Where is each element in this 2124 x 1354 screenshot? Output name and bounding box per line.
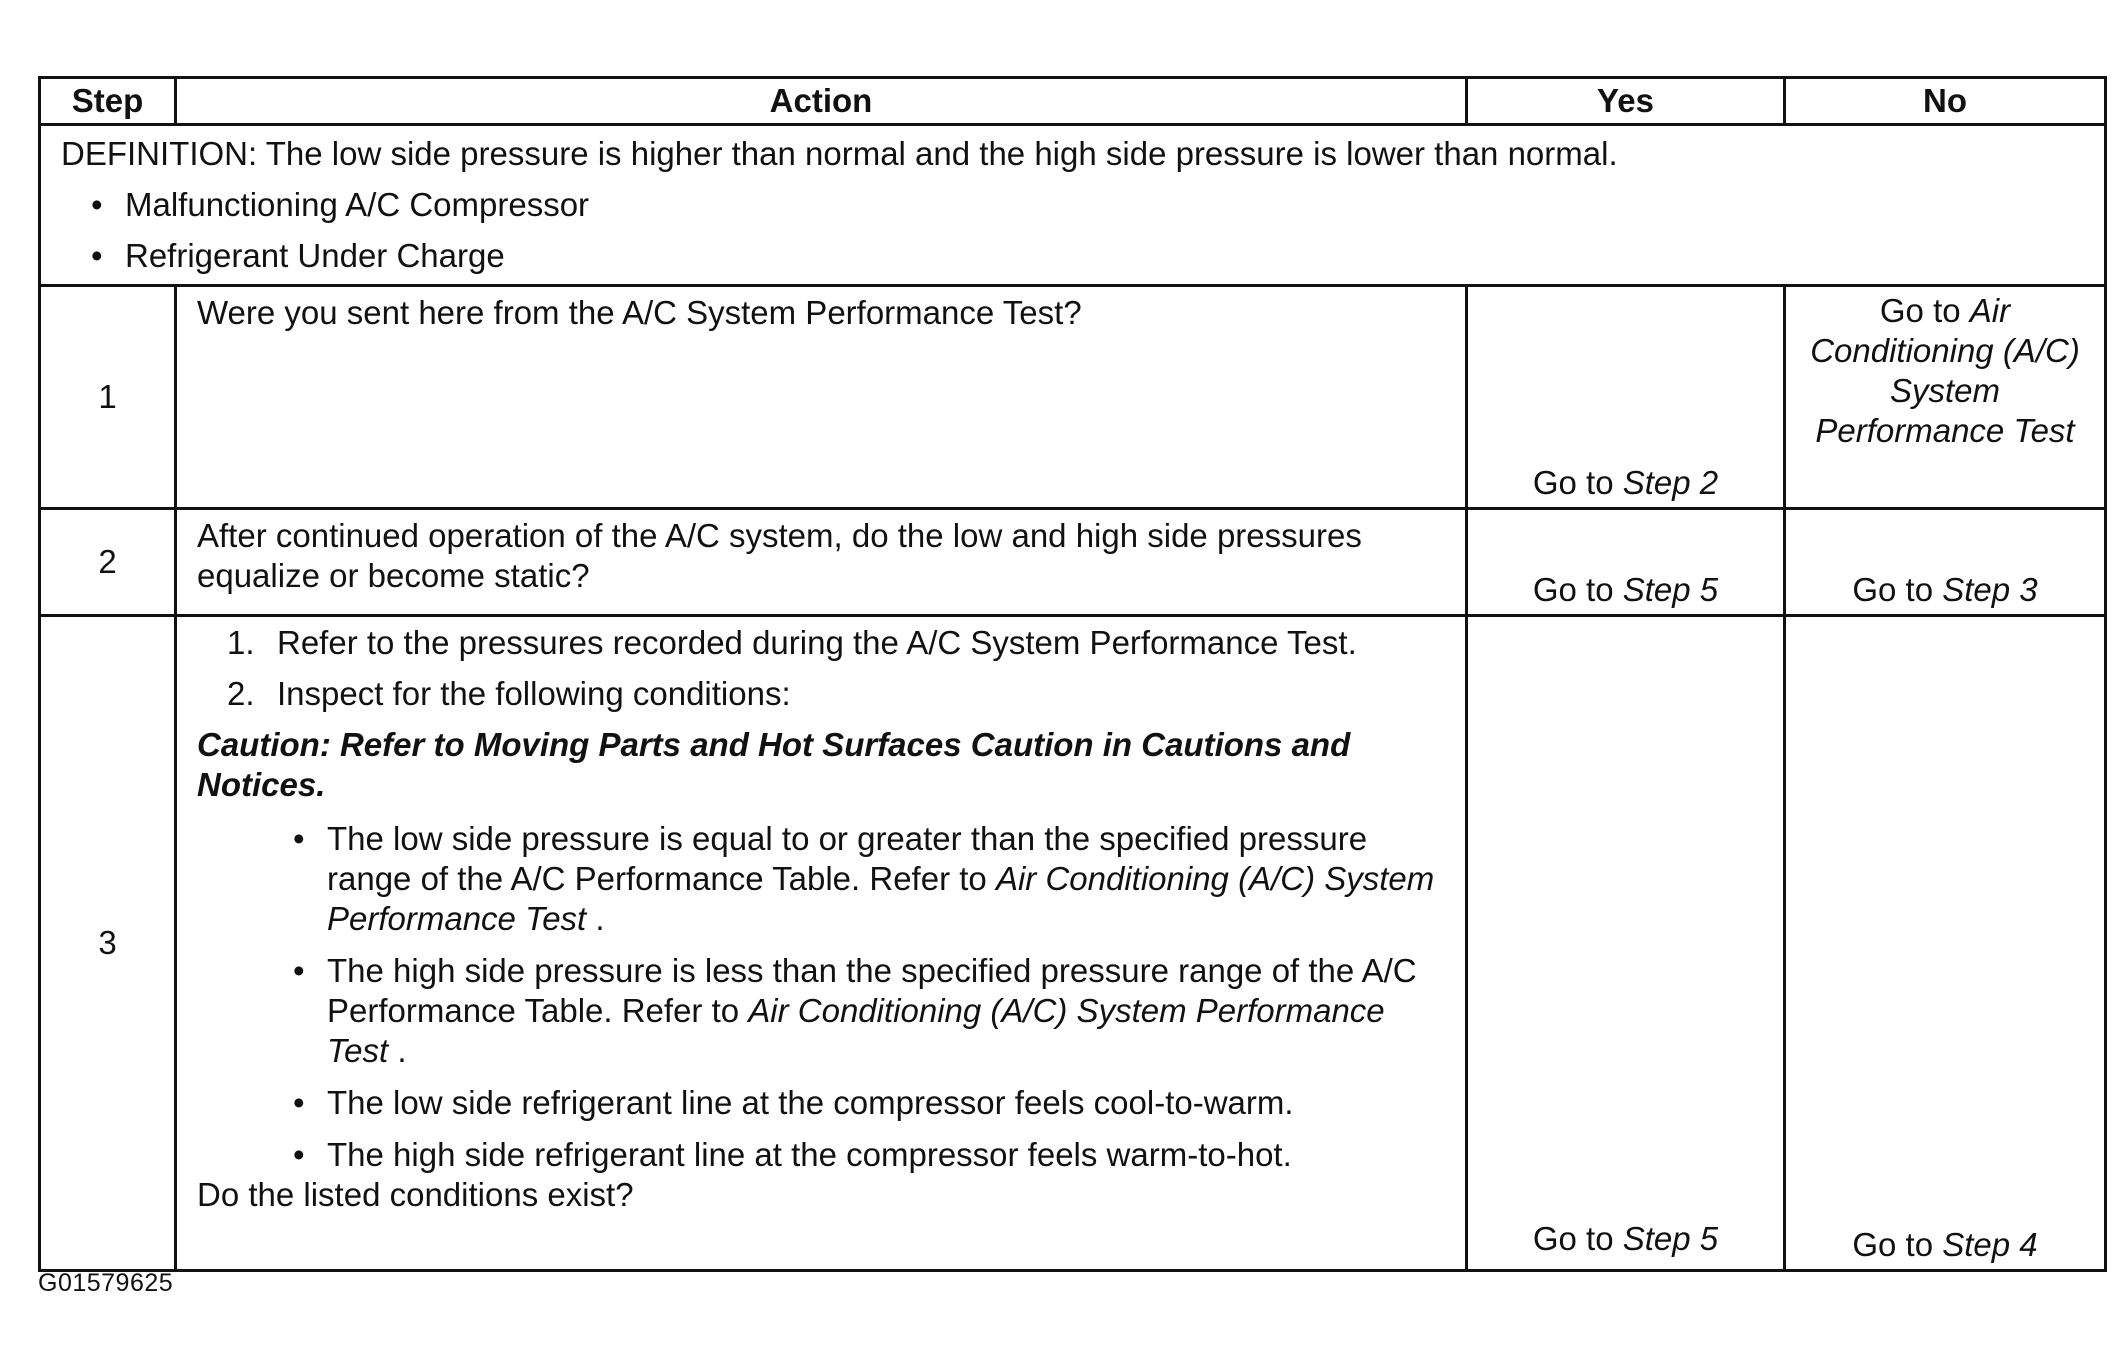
no-result [1785, 616, 2106, 1271]
yes-step-link[interactable]: Step 2 [1622, 464, 1719, 501]
step-number: 1 [40, 286, 176, 509]
yes-result [1467, 509, 1785, 616]
no-prefix: Go to [1852, 1226, 1943, 1263]
yes-result [1467, 286, 1785, 509]
item-text: Inspect for the following conditions: [277, 675, 791, 712]
diagnostic-table [38, 76, 2107, 1272]
diagnostic-table-container [38, 76, 2104, 1272]
caution-text: Caution: Refer to Moving Parts and Hot Surfaces Caution in Cautions and Notices. [197, 726, 1351, 803]
condition-text: The low side pressure is equal to or greater than the specified pressure range of the A/C Performance Table. Refer to Air Conditioning (A/C) System Performance Test . [327, 820, 1435, 937]
item-number: 2. [227, 675, 255, 712]
item-number: 1. [227, 624, 255, 661]
yes-result [1467, 616, 1785, 1271]
condition-text: The low side refrigerant line at the compressor feels cool-to-warm. [327, 1084, 1294, 1121]
no-step-link[interactable]: Air Conditioning (A/C) System Performance Test [1810, 292, 2080, 449]
no-prefix: Go to [1879, 292, 1970, 329]
definition-bullet [91, 236, 2084, 276]
no-result [1785, 509, 2106, 616]
bullet-icon: • [293, 1136, 305, 1173]
step-number: 3 [40, 616, 176, 1271]
table-row-step-1 [40, 286, 2106, 509]
item-text: Refer to the pressures recorded during the A/C System Performance Test. [277, 624, 1357, 661]
condition-item [293, 1135, 1445, 1175]
definition-text: DEFINITION: The low side pressure is higher than normal and the high side pressure is lower than normal. [61, 135, 1618, 172]
definition-bullet-text: Refrigerant Under Charge [125, 237, 505, 274]
yes-step-link[interactable]: Step 5 [1622, 1220, 1719, 1257]
definition-row [40, 125, 2106, 286]
step-question: Do the listed conditions exist? [197, 1176, 634, 1213]
condition-link[interactable]: Air Conditioning (A/C) System Performance Test [327, 860, 1435, 937]
no-step-link[interactable]: Step 4 [1942, 1226, 2038, 1263]
yes-prefix: Go to [1532, 464, 1623, 501]
yes-prefix: Go to [1532, 571, 1623, 608]
bullet-icon: • [293, 1084, 305, 1121]
bullet-icon: • [91, 237, 103, 274]
bullet-icon: • [293, 820, 305, 857]
no-step-link[interactable]: Step 3 [1942, 571, 2038, 608]
header-row [40, 78, 2106, 125]
header-no: No [1785, 78, 2106, 125]
condition-link[interactable]: Air Conditioning (A/C) System Performance Test [327, 992, 1385, 1069]
yes-prefix: Go to [1532, 1220, 1623, 1257]
no-result [1785, 286, 2106, 509]
table-row-step-2 [40, 509, 2106, 616]
condition-item [293, 819, 1445, 939]
condition-text: The high side refrigerant line at the compressor feels warm-to-hot. [327, 1136, 1292, 1173]
bullet-icon: • [91, 186, 103, 223]
header-step: Step [40, 78, 176, 125]
condition-item [293, 951, 1445, 1071]
step-action [176, 616, 1467, 1271]
table-row-step-3 [40, 616, 2106, 1271]
bullet-icon: • [293, 952, 305, 989]
step-action: After continued operation of the A/C system, do the low and high side pressures equalize or become static? [176, 509, 1467, 616]
header-action: Action [176, 78, 1467, 125]
condition-item [293, 1083, 1445, 1123]
header-yes: Yes [1467, 78, 1785, 125]
definition-cell [40, 125, 2106, 286]
step-action: Were you sent here from the A/C System Performance Test? [176, 286, 1467, 509]
no-prefix: Go to [1852, 571, 1943, 608]
numbered-item [227, 674, 1445, 714]
condition-text: The high side pressure is less than the specified pressure range of the A/C Performance Table. Refer to Air Conditioning (A/C) System Performance Test . [327, 952, 1417, 1069]
numbered-item [227, 623, 1445, 663]
step-number: 2 [40, 509, 176, 616]
figure-code: G01579625 [38, 1269, 174, 1297]
definition-bullet-text: Malfunctioning A/C Compressor [125, 186, 590, 223]
yes-step-link[interactable]: Step 5 [1622, 571, 1719, 608]
definition-bullet [91, 185, 2084, 225]
